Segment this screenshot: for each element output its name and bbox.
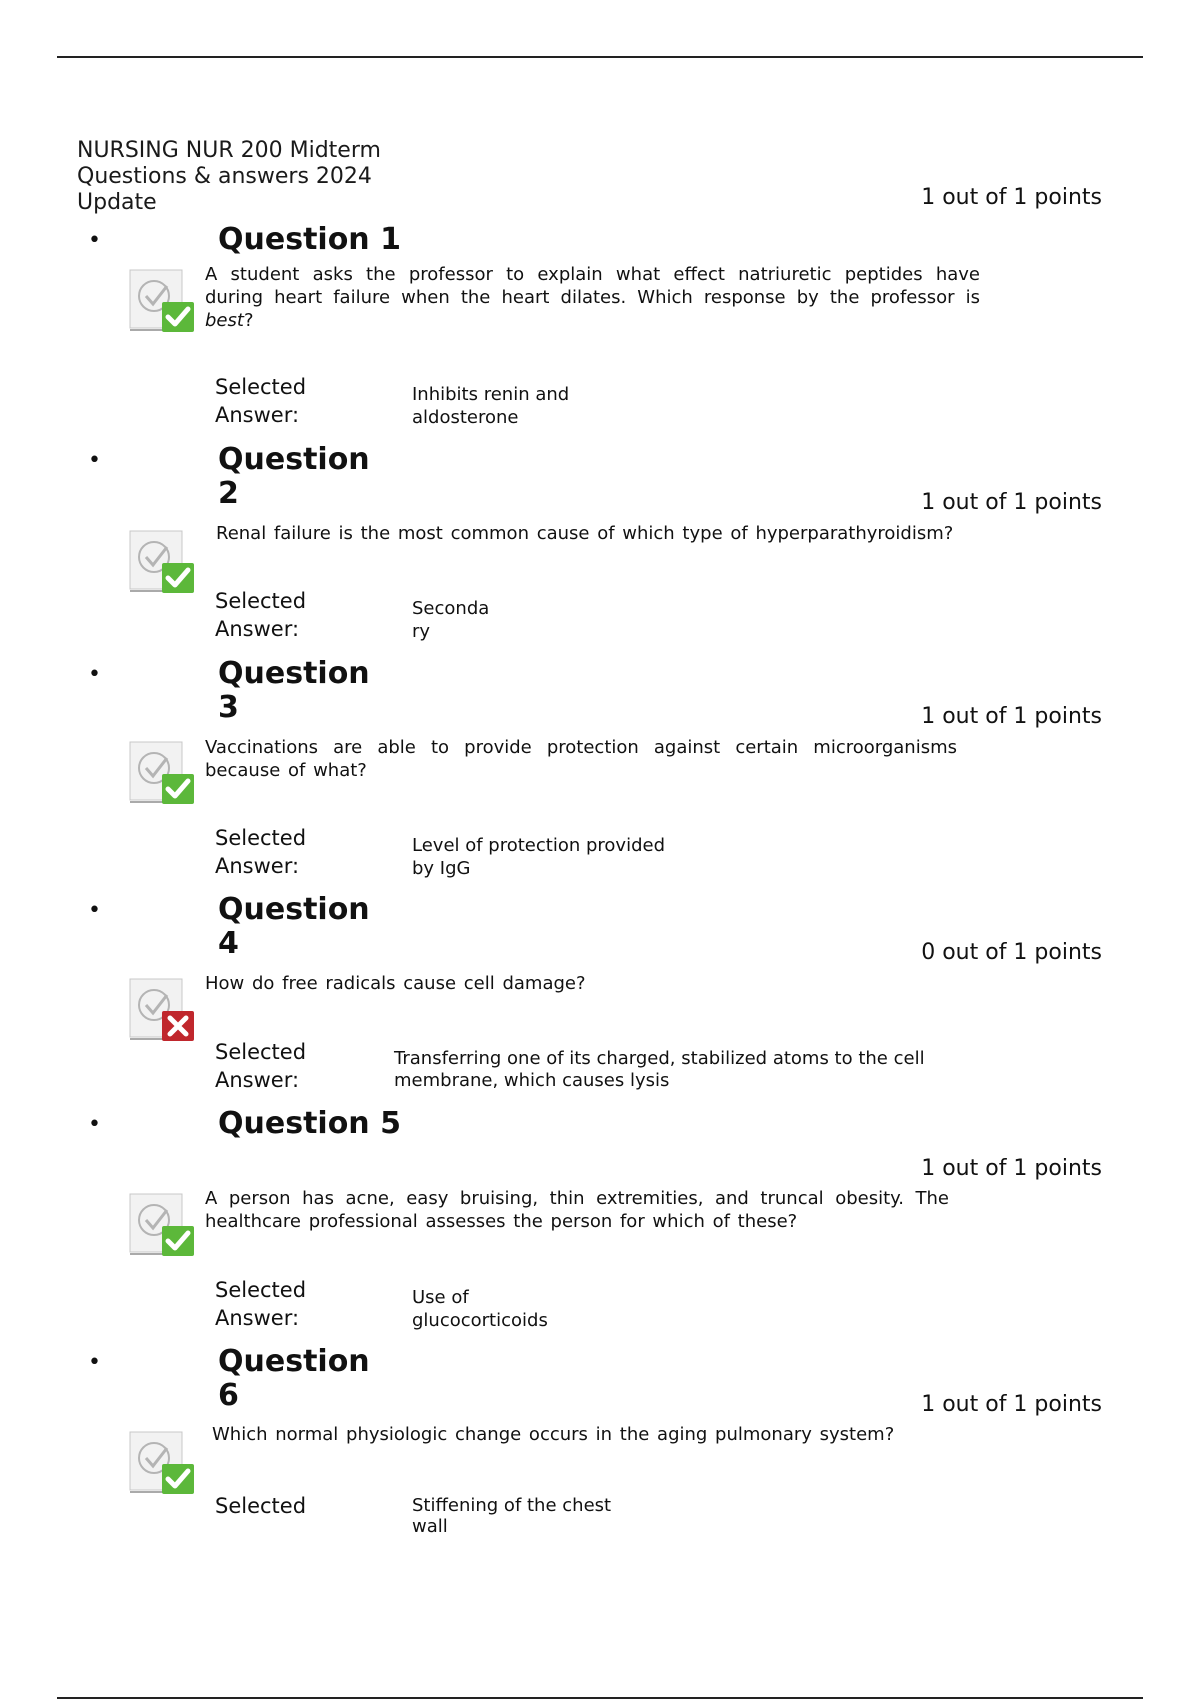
question-text (205, 972, 980, 995)
graded-correct-check-icon (128, 1190, 196, 1258)
title-line-2: Questions & answers 2024 (77, 164, 372, 189)
question-text-main: Vaccinations are able to provide protection against certain microorganisms because of what? (205, 737, 957, 781)
question-text-main: A person has acne, easy bruising, thin extremities, and truncal obesity. The healthcare professional assesses the person for which of these? (205, 1188, 949, 1232)
question-heading (218, 1107, 401, 1141)
question-text-end: ? (243, 310, 254, 331)
graded-correct-check-icon (128, 527, 196, 595)
question-number: 4 (218, 926, 239, 961)
selected-answer: Transferring one of its charged, stabilized atoms to the cell membrane, which causes lysis (394, 1048, 925, 1091)
question-number: 3 (218, 690, 239, 725)
question-heading (218, 657, 370, 725)
question-text-emphasis: best (205, 310, 244, 331)
document-title (77, 138, 437, 216)
question-text (212, 1423, 1012, 1446)
question-heading (218, 223, 401, 257)
points-score: 1 out of 1 points (921, 704, 1102, 729)
question-text (216, 522, 1016, 545)
question-number: 5 (380, 1106, 401, 1141)
question-label: Question (218, 442, 370, 477)
question-number: 6 (218, 1378, 239, 1413)
bullet: • (88, 662, 101, 687)
question-label: Question (218, 656, 370, 691)
selected-answer: Level of protection provided by IgG (412, 835, 666, 879)
question-text-main: How do free radicals cause cell damage? (205, 973, 586, 994)
question-label: Question (218, 222, 370, 257)
title-line-3: Update (77, 190, 157, 215)
question-text (205, 263, 980, 332)
question-label: Question (218, 1106, 370, 1141)
question-label: Question (218, 892, 370, 927)
points-score: 1 out of 1 points (921, 1392, 1102, 1417)
selected-answer-label: Selected Answer: (215, 375, 307, 427)
selected-answer-label: Selected Answer: (215, 1278, 307, 1330)
points-score: 1 out of 1 points (921, 185, 1102, 210)
selected-answer-label: Selected Answer: (215, 589, 307, 641)
title-line-1: NURSING NUR 200 Midterm (77, 138, 381, 163)
question-text-main: Renal failure is the most common cause of which type of hyperparathyroidism? (216, 523, 954, 544)
question-number: 2 (218, 476, 239, 511)
selected-answer: Seconda ry (412, 598, 490, 642)
bullet: • (88, 1112, 101, 1137)
points-score: 1 out of 1 points (921, 490, 1102, 515)
question-heading (218, 1345, 370, 1413)
selected-answer-label: Selected Answer: (215, 1040, 307, 1092)
graded-correct-check-icon (128, 266, 196, 334)
selected-answer: Inhibits renin and aldosterone (412, 384, 570, 428)
graded-incorrect-x-icon (128, 975, 196, 1043)
graded-correct-check-icon (128, 1428, 196, 1496)
question-text-main: A student asks the professor to explain what effect natriuretic peptides have during heart failure when the heart dilates. Which response by the professor is (205, 264, 980, 308)
question-heading (218, 443, 370, 511)
selected-answer: Stiffening of the chest wall (412, 1495, 612, 1537)
bottom-rule (57, 1697, 1143, 1699)
selected-answer-label: Selected (215, 1494, 307, 1518)
graded-correct-check-icon (128, 738, 196, 806)
question-label: Question (218, 1344, 370, 1379)
top-rule (57, 56, 1143, 58)
points-score: 1 out of 1 points (921, 1156, 1102, 1181)
bullet: • (88, 1350, 101, 1375)
question-text (205, 1187, 949, 1233)
bullet: • (88, 228, 101, 253)
points-score: 0 out of 1 points (921, 940, 1102, 965)
question-number: 1 (380, 222, 401, 257)
question-text-main: Which normal physiologic change occurs in the aging pulmonary system? (212, 1424, 895, 1445)
bullet: • (88, 898, 101, 923)
question-heading (218, 893, 370, 961)
bullet: • (88, 448, 101, 473)
question-text (205, 736, 957, 782)
selected-answer: Use of glucocorticoids (412, 1287, 548, 1331)
selected-answer-label: Selected Answer: (215, 826, 307, 878)
